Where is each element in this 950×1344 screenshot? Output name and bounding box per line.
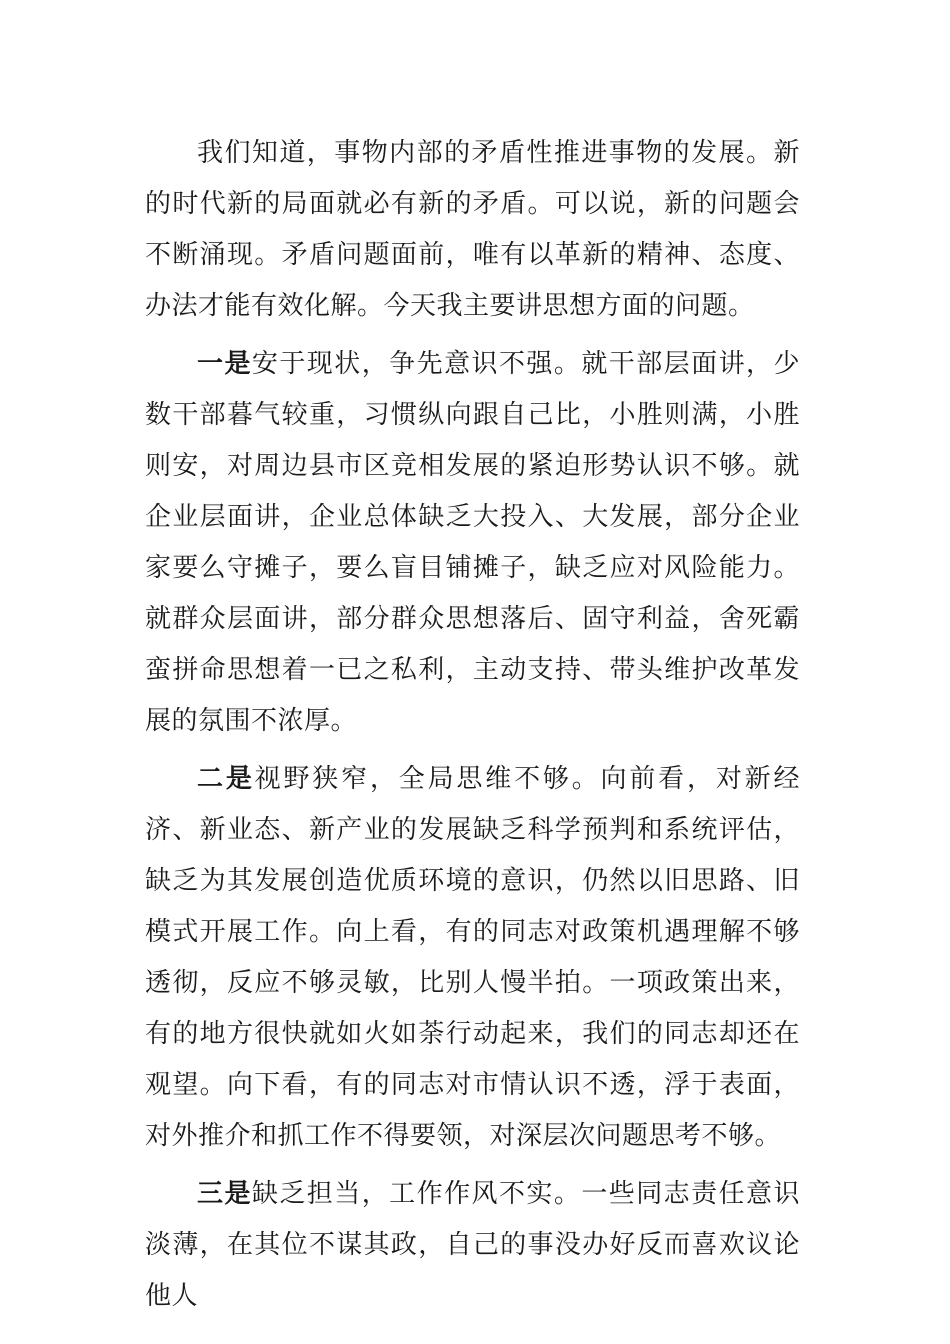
document-body	[145, 128, 800, 1322]
paragraph-point-three	[145, 1169, 800, 1322]
paragraph-point-one	[145, 339, 800, 747]
paragraph-lead: 一是	[197, 349, 252, 379]
paragraph-text: 视野狭窄，全局思维不够。向前看，对新经济、新业态、新产业的发展缺乏科学预判和系统评估，缺乏为其发展创造优质环境的意识，仍然以旧思路、旧模式开展工作。向上看，有的同志对政策机遇理解不够透彻，反应不够灵敏，比别人慢半拍。一项政策出来，有的地方很快就如火如荼行动起来，我们的同志却还在观望。向下看，有的同志对市情认识不透，浮于表面，对外推介和抓工作不得要领，对深层次问题思考不够。	[145, 764, 800, 1151]
paragraph-intro	[145, 128, 800, 332]
paragraph-lead: 三是	[197, 1179, 252, 1209]
paragraph-point-two	[145, 754, 800, 1162]
paragraph-text: 安于现状，争先意识不强。就干部层面讲，少数干部暮气较重，习惯纵向跟自己比，小胜则满，小胜则安，对周边县市区竞相发展的紧迫形势认识不够。就企业层面讲，企业总体缺乏大投入、大发展，部分企业家要么守摊子，要么盲目铺摊子，缺乏应对风险能力。就群众层面讲，部分群众思想落后、固守利益，舍死霸蛮拼命思想着一已之私利，主动支持、带头维护改革发展的氛围不浓厚。	[145, 349, 800, 736]
paragraph-text: 缺乏担当，工作作风不实。一些同志责任意识淡薄，在其位不谋其政，自己的事没办好反而喜欢议论他人	[145, 1179, 800, 1311]
paragraph-text: 我们知道，事物内部的矛盾性推进事物的发展。新的时代新的局面就必有新的矛盾。可以说，新的问题会不断涌现。矛盾问题面前，唯有以革新的精神、态度、办法才能有效化解。今天我主要讲思想方面的问题。	[145, 138, 800, 321]
paragraph-lead: 二是	[197, 764, 255, 794]
